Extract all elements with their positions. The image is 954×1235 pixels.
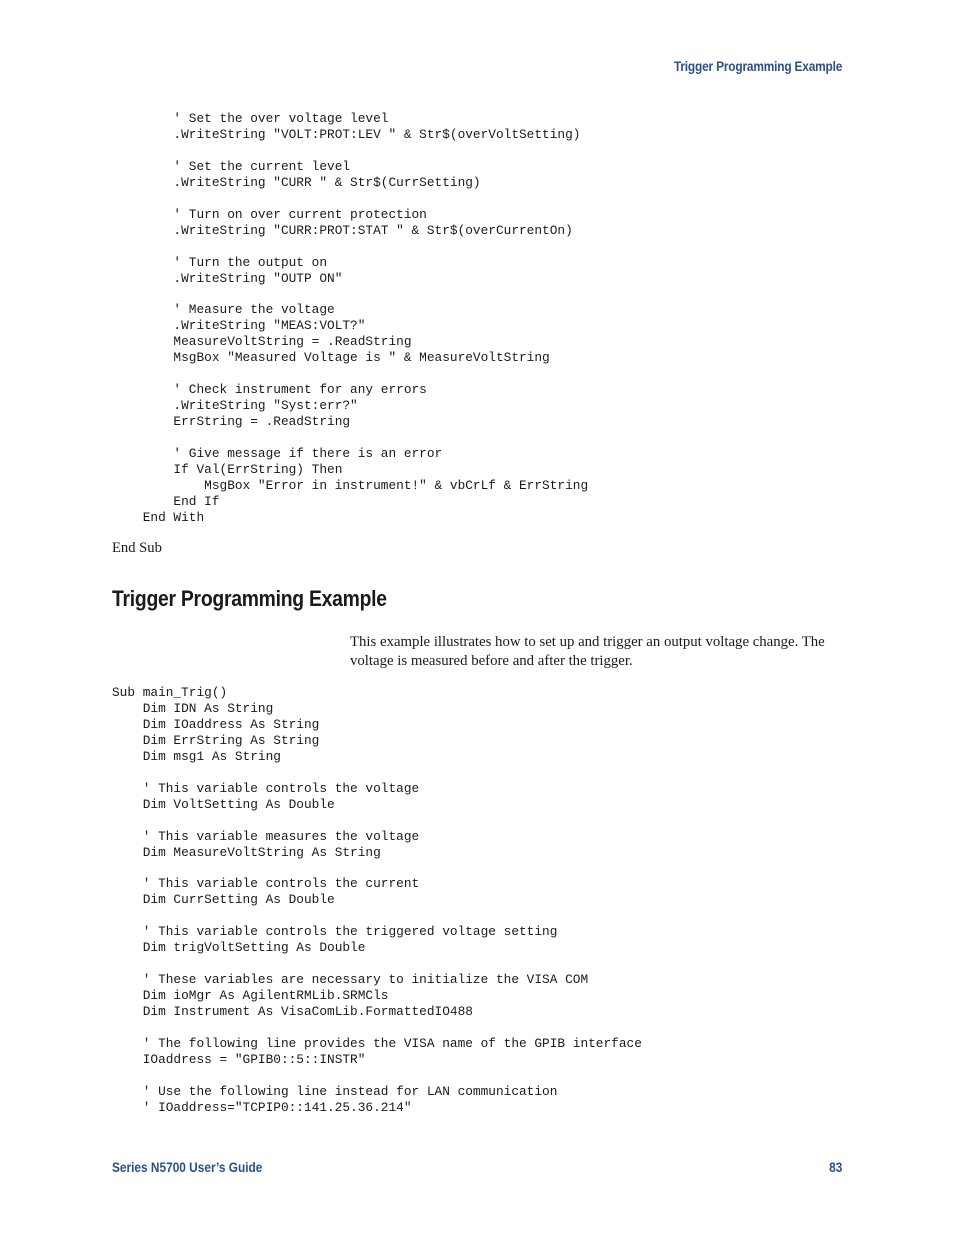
section-intro-paragraph: This example illustrates how to set up and trigger an output voltage change. The voltage is measured before and after the trigger. (350, 634, 825, 670)
code-block-continuation: ' Set the over voltage level .WriteString "VOLT:PROT:LEV " & Str$(overVoltSetting) ' Set the current level .WriteString "CURR " & Str$(CurrSetting) ' Turn on over current protection .WriteString "CURR:PROT:STAT " & Str$(overCurrentOn) ' Turn the output on .WriteString "OUTP ON" ' Measure the voltage .WriteString "MEAS:VOLT?" MeasureVoltString = .ReadString MsgBox "Measured Voltage is " & MeasureVoltString ' Check instrument for any errors .WriteString "Syst:err?" ErrString = .ReadString ' Give message if there is an error If Val(ErrString) Then MsgBox "Error in instrument!" & vbCrLf & ErrString End If End With (142, 111, 589, 525)
footer-page-number: 83 (828, 1160, 842, 1175)
running-header-title: Trigger Programming Example (673, 59, 842, 74)
code-block-trigger-example: Sub main_Trig() Dim IDN As String Dim IOaddress As String Dim ErrString As String Dim msg1 As String ' This variable controls the voltage Dim VoltSetting As Double ' This variable measures the voltage Dim MeasureVoltString As String ' This variable controls the current Dim CurrSetting As Double ' This variable controls the triggered voltage setting Dim trigVoltSetting As Double ' These variables are necessary to initialize the VISA COM Dim ioMgr As AgilentRMLib.SRMCls Dim Instrument As VisaComLib.FormattedIO488 ' The following line provides the VISA name of the GPIB interface IOaddress = "GPIB0::5::INSTR" ' Use the following line instead for LAN communication ' IOaddress="TCPIP0::141.25.36.214" (112, 685, 642, 1115)
footer-guide-title: Series N5700 User’s Guide (112, 1160, 263, 1175)
end-sub-text: End Sub (112, 540, 162, 556)
section-title: Trigger Programming Example (112, 586, 387, 611)
